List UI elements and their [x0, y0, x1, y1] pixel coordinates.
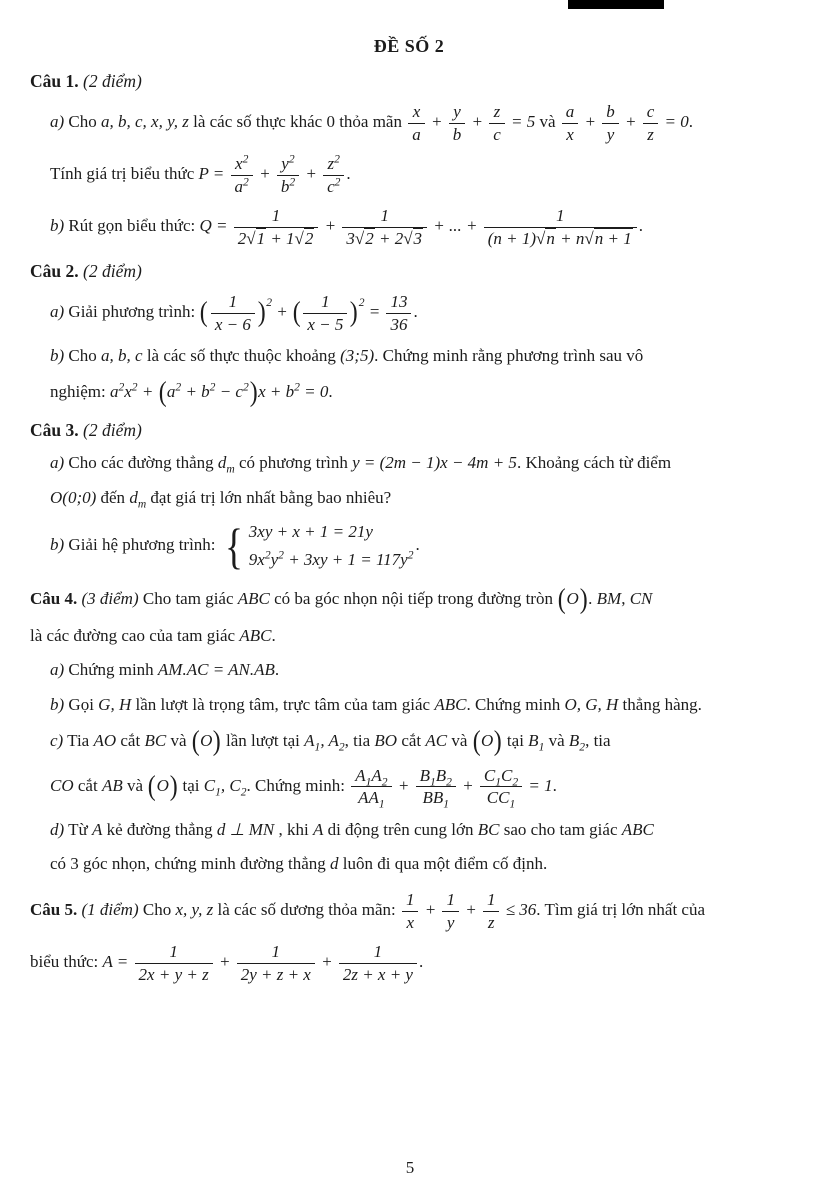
question-3-label: Câu 3.: [30, 420, 79, 441]
question-4-item-a: a) Chứng minh AM.AC = AN.AB.: [50, 660, 280, 680]
question-5-heading: [30, 890, 788, 932]
question-4-item-c-continuation: CO cắt AB và (O) tại $C_1$, $C_2$. Chứng minh: $\frac{A_1A_2}{AA_1}$ + $\frac{B_1B_2}{BB_1}$ + $\frac{C_1C_2}{CC_1}$ = 1.: [50, 765, 557, 811]
question-1-item-b: b) Rút gọn biểu thức: Q = $\frac{1}{2√1 + 1√2}$ + $\frac{1}{3√2 + 2√3}$ + ... + $\frac{1}{(n + 1)√n + n√n + 1}$ .: [50, 206, 643, 248]
question-3-item-b: b) Giải hệ phương trình: { 3xy + x + 1 = 21y $9x^2y^2 + 3xy + 1 = 117y^2$ .: [50, 517, 420, 574]
page-title: ĐỀ SỐ 2: [373, 36, 445, 56]
question-3-item-a: a) Cho các đường thẳng $d_m$ có phương trình y = (2m − 1)x − 4m + 5. Khoảng cách từ điểm: [50, 453, 672, 476]
question-3: [30, 420, 788, 573]
question-4: [30, 583, 788, 877]
question-4-item-d-continuation: có 3 góc nhọn, chứng minh đường thẳng d luôn đi qua một điểm cố định.: [50, 854, 548, 874]
question-4-points: (3 điểm): [81, 588, 139, 608]
question-5-intro: Cho x, y, z là các số dương thỏa mãn: $\frac{1}{x}$ + $\frac{1}{y}$ + $\frac{1}{z}$ ≤ 36. Tìm giá trị lớn nhất của: [142, 890, 706, 932]
question-2-heading: [30, 261, 788, 282]
question-3-points: (2 điểm): [83, 420, 142, 441]
question-4-item-b: b) Gọi G, H lần lượt là trọng tâm, trực tâm của tam giác ABC. Chứng minh O, G, H thẳng hàng.: [50, 694, 702, 714]
question-5-points: (1 điểm): [81, 899, 139, 919]
question-4-heading: [30, 583, 788, 615]
page-number: 5: [405, 1158, 415, 1177]
question-2-item-b-continuation: nghiệm: $a^2x^2 + (a^2 + b^2 - c^2)x + b^2 = 0$.: [50, 377, 333, 409]
question-2-item-a: a) Giải phương trình: ( $\frac{1}{x - 6}$ )$^2$ + ( $\frac{1}{x - 5}$ )$^2$ = $\frac{13}{36}$ .: [50, 292, 418, 334]
question-4-item-d: d) Từ A kẻ đường thẳng d ⊥ MN , khi A di động trên cung lớn BC sao cho tam giác ABC: [50, 819, 654, 839]
question-4-intro-continuation: là các đường cao của tam giác ABC.: [30, 625, 276, 645]
question-5-label: Câu 5.: [30, 899, 78, 919]
scan-artifact-mark: [568, 0, 664, 9]
question-5-continuation: biểu thức: A = $\frac{1}{2x + y + z}$ + $\frac{1}{2y + z + x}$ + $\frac{1}{2z + x + y}$ .: [30, 942, 424, 984]
question-1-item-a: a) Cho a, b, c, x, y, z là các số thực khác 0 thỏa mãn $\frac{x}{a}$ + $\frac{y}{b}$ + $\frac{z}{c}$ = 5 và $\frac{a}{x}$ + $\frac{b}{y}$ + $\frac{c}{z}$ = 0.: [50, 102, 694, 144]
question-3-item-a-continuation: O(0;0) đến $d_m$ đạt giá trị lớn nhất bằng bao nhiêu?: [50, 487, 392, 511]
question-1-points: (2 điểm): [83, 71, 142, 91]
question-5: [30, 890, 788, 984]
question-3-heading: [30, 420, 788, 441]
question-2-label: Câu 2.: [30, 261, 79, 282]
question-4-item-c: c) Tia AO cắt BC và (O) lần lượt tại $A_1$, $A_2$, tia BO cắt AC và (O) tại $B_1$ và $B_2$, tia: [50, 725, 611, 757]
question-4-label: Câu 4.: [30, 588, 78, 608]
question-1-label: Câu 1.: [30, 71, 79, 91]
question-2-points: (2 điểm): [83, 261, 142, 282]
question-1-heading: [30, 71, 788, 92]
question-1: [30, 71, 788, 248]
question-2-item-b: b) Cho a, b, c là các số thực thuộc khoảng (3;5). Chứng minh rằng phương trình sau vô: [50, 346, 644, 366]
question-4-intro: Cho tam giác ABC có ba góc nhọn nội tiếp trong đường tròn (O). BM, CN: [142, 583, 653, 615]
question-1-item-a-continuation: Tính giá trị biểu thức P = $\frac{x^2}{a^2}$ + $\frac{y^2}{b^2}$ + $\frac{z^2}{c^2}$ .: [50, 152, 351, 196]
question-2: [30, 261, 788, 407]
